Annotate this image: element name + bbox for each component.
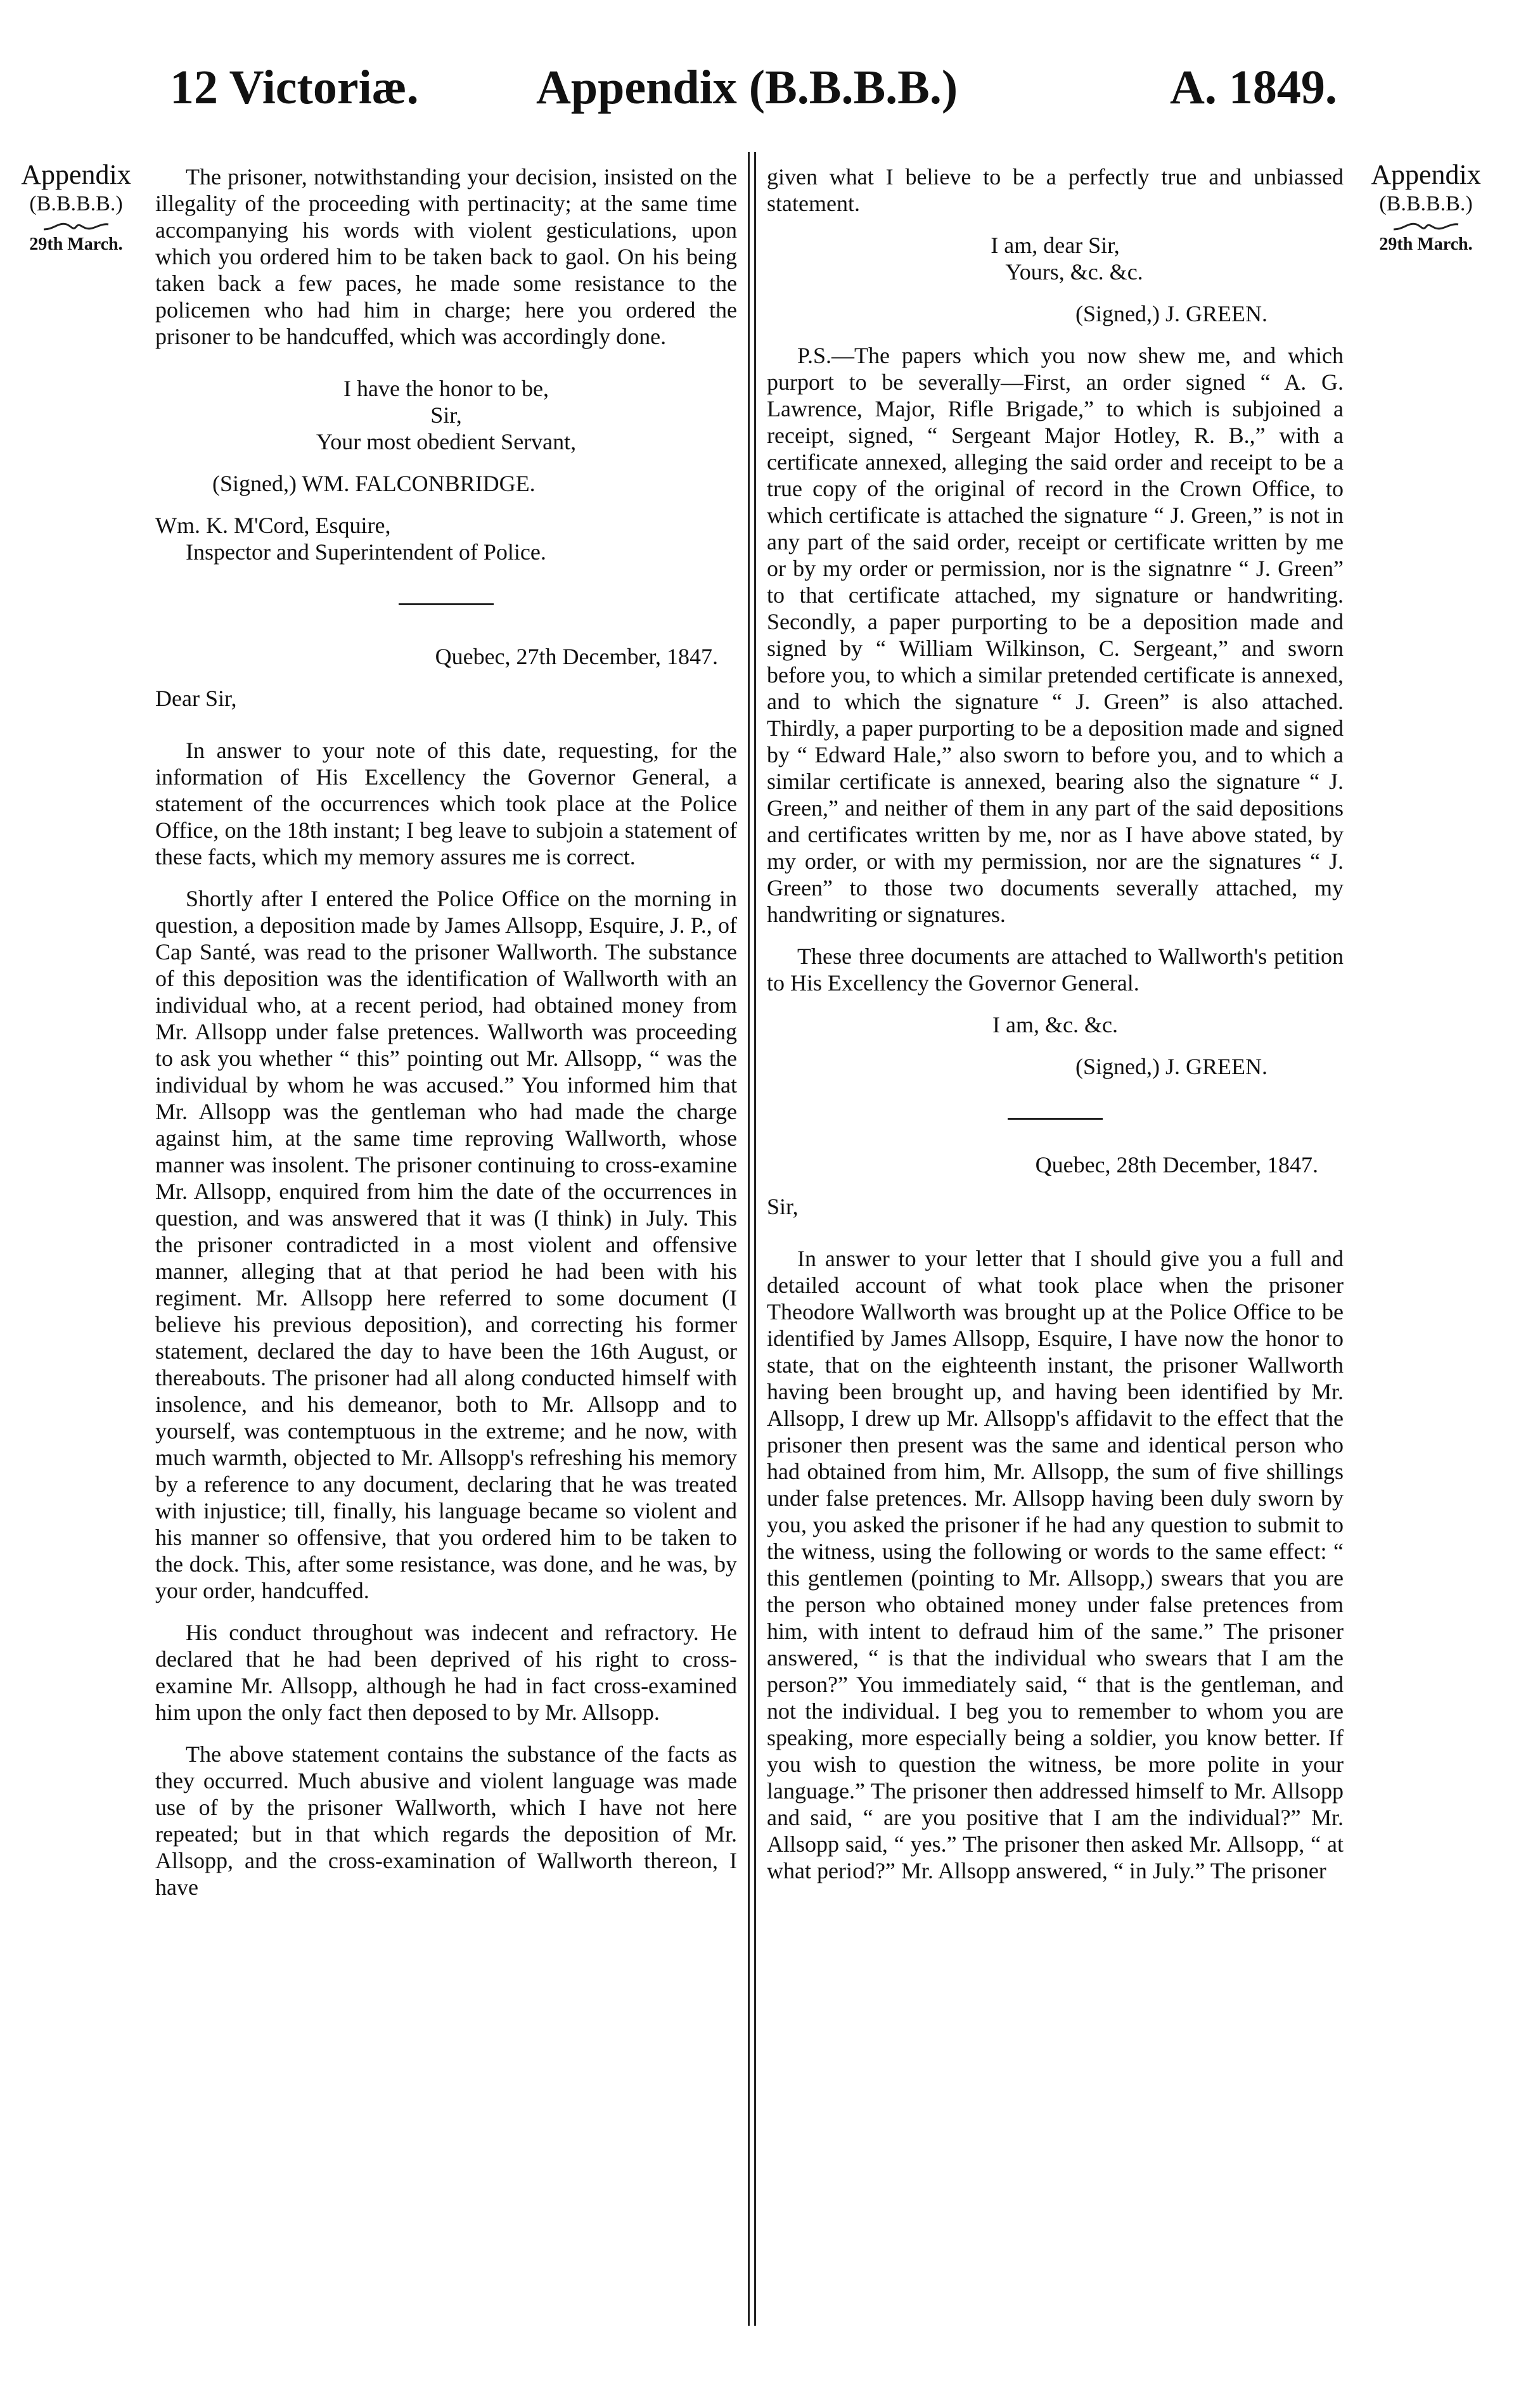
ornament-swirl-icon (1391, 219, 1461, 233)
paragraph: The prisoner, notwithstanding your decision, insisted on the illegality of the proceeding with pertinacity; at the same time accompanying his words with violent gesticulations, upon which you ordered him to be taken back to gaol. On his being taken back a few paces, he made some resistance to the policemen who had him in charge; here you ordered the prisoner to be handcuffed, which was accordingly done. (155, 164, 737, 349)
header-year: A. 1849. (1170, 61, 1337, 114)
margin-note-code: (B.B.B.B.) (29, 192, 123, 215)
letter-salutation: Sir, (767, 1194, 799, 1219)
letter-closing: I am, dear Sir, (991, 233, 1120, 258)
signature-line: (Signed,) WM. FALCONBRIDGE. (212, 471, 536, 496)
column-divider (748, 152, 750, 2326)
paragraph: P.S.—The papers which you now shew me, and which purport to be severally—First, an order signed “ A. G. Lawrence, Major, Rifle Brigade,” to which is subjoined a receipt, signed, “ Sergeant Major Hotley, R. B.,” with a certificate annexed, alleging the said order and receipt to be a true copy of the original of record in the Crown Office, to which certificate is attached the signature “ J. Green,” is not in any part of the said order, receipt or certificate written by me or by my order or permission, nor is the signatnre “ J. Green” to that certificate attached, my signature or handwriting. Secondly, a paper purporting to be a deposition made and signed by “ William Wilkinson, C. Sergeant,” and sworn before you, to which a similar pretended certificate is annexed, and to which the signature “ J. Green” is also attached. Thirdly, a paper purporting to be a deposition made and signed by “ Edward Hale,” also sworn to before you, and to which a similar certificate is annexed, bearing also the signature “ J. Green,” and neither of them in any part of the said depositions and certificates written by me, nor as I have above stated, by my order, or with my permission, nor are the signatures “ J. Green” to those two documents severally attached, my handwriting or signatures. (767, 343, 1344, 927)
paragraph: The above statement contains the substance of the facts as they occurred. Much abusive and violent language was made use of by the prisoner Wallworth, which I have not here repeated; but in that which regards the deposition of Mr. Allsopp, and the cross-examination of Wallworth thereon, I have (155, 1741, 737, 1900)
margin-note-title: Appendix (21, 159, 131, 190)
left-column (155, 163, 737, 1901)
margin-note-date: 29th March. (29, 234, 123, 254)
margin-note-right (1356, 160, 1496, 256)
letter-closing: I am, &c. &c. (992, 1012, 1118, 1037)
letter-dateline: Quebec, 27th December, 1847. (435, 644, 718, 669)
paragraph: In answer to your note of this date, requesting, for the information of His Excellency the Governor General, a statement of the occurrences which took place at the Police Office, on the 18th instant; I beg leave to subjoin a statement of these facts, which my memory assures me is correct. (155, 738, 737, 869)
page-header (0, 60, 1540, 130)
right-column (767, 163, 1344, 1884)
column-divider (754, 152, 756, 2326)
signature-line: (Signed,) J. GREEN. (1075, 1054, 1267, 1079)
signature-line: (Signed,) J. GREEN. (1075, 301, 1267, 326)
letter-closing: Your most obedient Servant, (316, 429, 577, 454)
header-regnal-year: 12 Victoriæ. (170, 61, 419, 114)
letter-salutation: Dear Sir, (155, 686, 237, 711)
margin-note-left (6, 160, 146, 256)
margin-note-title: Appendix (1371, 159, 1481, 190)
letter-closing: Yours, &c. &c. (1005, 259, 1143, 285)
margin-note-date: 29th March. (1379, 234, 1473, 254)
letter-closing: Sir, (430, 402, 462, 428)
addressee-title: Inspector and Superintendent of Police. (186, 539, 546, 565)
paragraph: Shortly after I entered the Police Office on the morning in question, a deposition made by James Allsopp, Esquire, J. P., of Cap Santé, was read to the prisoner Wallworth. The substance of this deposition was the identification of Wallworth with an individual who, at a recent period, had obtained money from Mr. Allsopp under false pretences. Wallworth was proceeding to ask you whether “ this” pointing out Mr. Allsopp, “ was the individual by whom he was accused.” You informed him that Mr. Allsopp was the gentleman who had made the charge against him, at the same time reproving Wallworth, whose manner was insolent. The prisoner continuing to cross-examine Mr. Allsopp, enquired from him the date of the occurrences in question, and was answered that it was (I think) in July. This the prisoner contradicted in a most violent and offensive manner, alleging that at that period he had been with his regiment. Mr. Allsopp here referred to some document (I believe his previous deposition), and correcting his former statement, declared the day to have been the 16th August, or thereabouts. The prisoner had all along conducted himself with insolence, and his demeanor, both to Mr. Allsopp and to yourself, was contemptuous in the extreme; and he now, with much warmth, objected to Mr. Allsopp's refreshing his memory by a reference to any document, declaring that he was treated with injustice; till, finally, his language became so violent and his manner so offensive, that you ordered him to be taken to the dock. This, after some resistance, was done, and he was, by your order, handcuffed. (155, 886, 737, 1603)
paragraph: In answer to your letter that I should give you a full and detailed account of what took place when the prisoner Theodore Wallworth was brought up at the Police Office to be identified by James Allsopp, Esquire, I have now the honor to state, that on the eighteenth instant, the prisoner Wallworth having been brought up, and having been identified by Mr. Allsopp, I drew up Mr. Allsopp's affidavit to the effect that the prisoner then present was the same and identical person who had obtained from him, Mr. Allsopp, the sum of five shillings under false pretences. Mr. Allsopp having been duly sworn by you, you asked the prisoner if he had any question to submit to the witness, using the following or words to the same effect: “ this gentlemen (pointing to Mr. Allsopp,) swears that you are the person who obtained money under false pretences from him, with intent to defraud him of the same.” The prisoner answered, “ is that the individual who swears that I am the person?” You immediately said, “ that is the gentleman, and not the individual. I beg you to remember to whom you are speaking, more especially being a soldier, you know better. If you wish to question the witness, be more polite in your language.” The prisoner then addressed himself to Mr. Allsopp and said, “ are you positive that I am the individual?” Mr. Allsopp said, “ yes.” The prisoner then asked Mr. Allsopp, “ at what period?” Mr. Allsopp answered, “ in July.” The prisoner (767, 1246, 1344, 1883)
header-appendix-title: Appendix (B.B.B.B.) (536, 61, 958, 114)
ornament-swirl-icon (41, 219, 111, 233)
letter-closing: I have the honor to be, (343, 376, 549, 401)
paragraph: given what I believe to be a perfectly true and unbiassed statement. (767, 164, 1344, 216)
letter-dateline: Quebec, 28th December, 1847. (1035, 1152, 1318, 1177)
paragraph: These three documents are attached to Wallworth's petition to His Excellency the Governor General. (767, 944, 1344, 996)
paragraph: His conduct throughout was indecent and refractory. He declared that he had been deprived of his right to cross-examine Mr. Allsopp, although he had in fact cross-examined him upon the only fact then deposed to by Mr. Allsopp. (155, 1620, 737, 1725)
addressee-name: Wm. K. M'Cord, Esquire, (155, 513, 391, 538)
margin-note-code: (B.B.B.B.) (1379, 192, 1473, 215)
